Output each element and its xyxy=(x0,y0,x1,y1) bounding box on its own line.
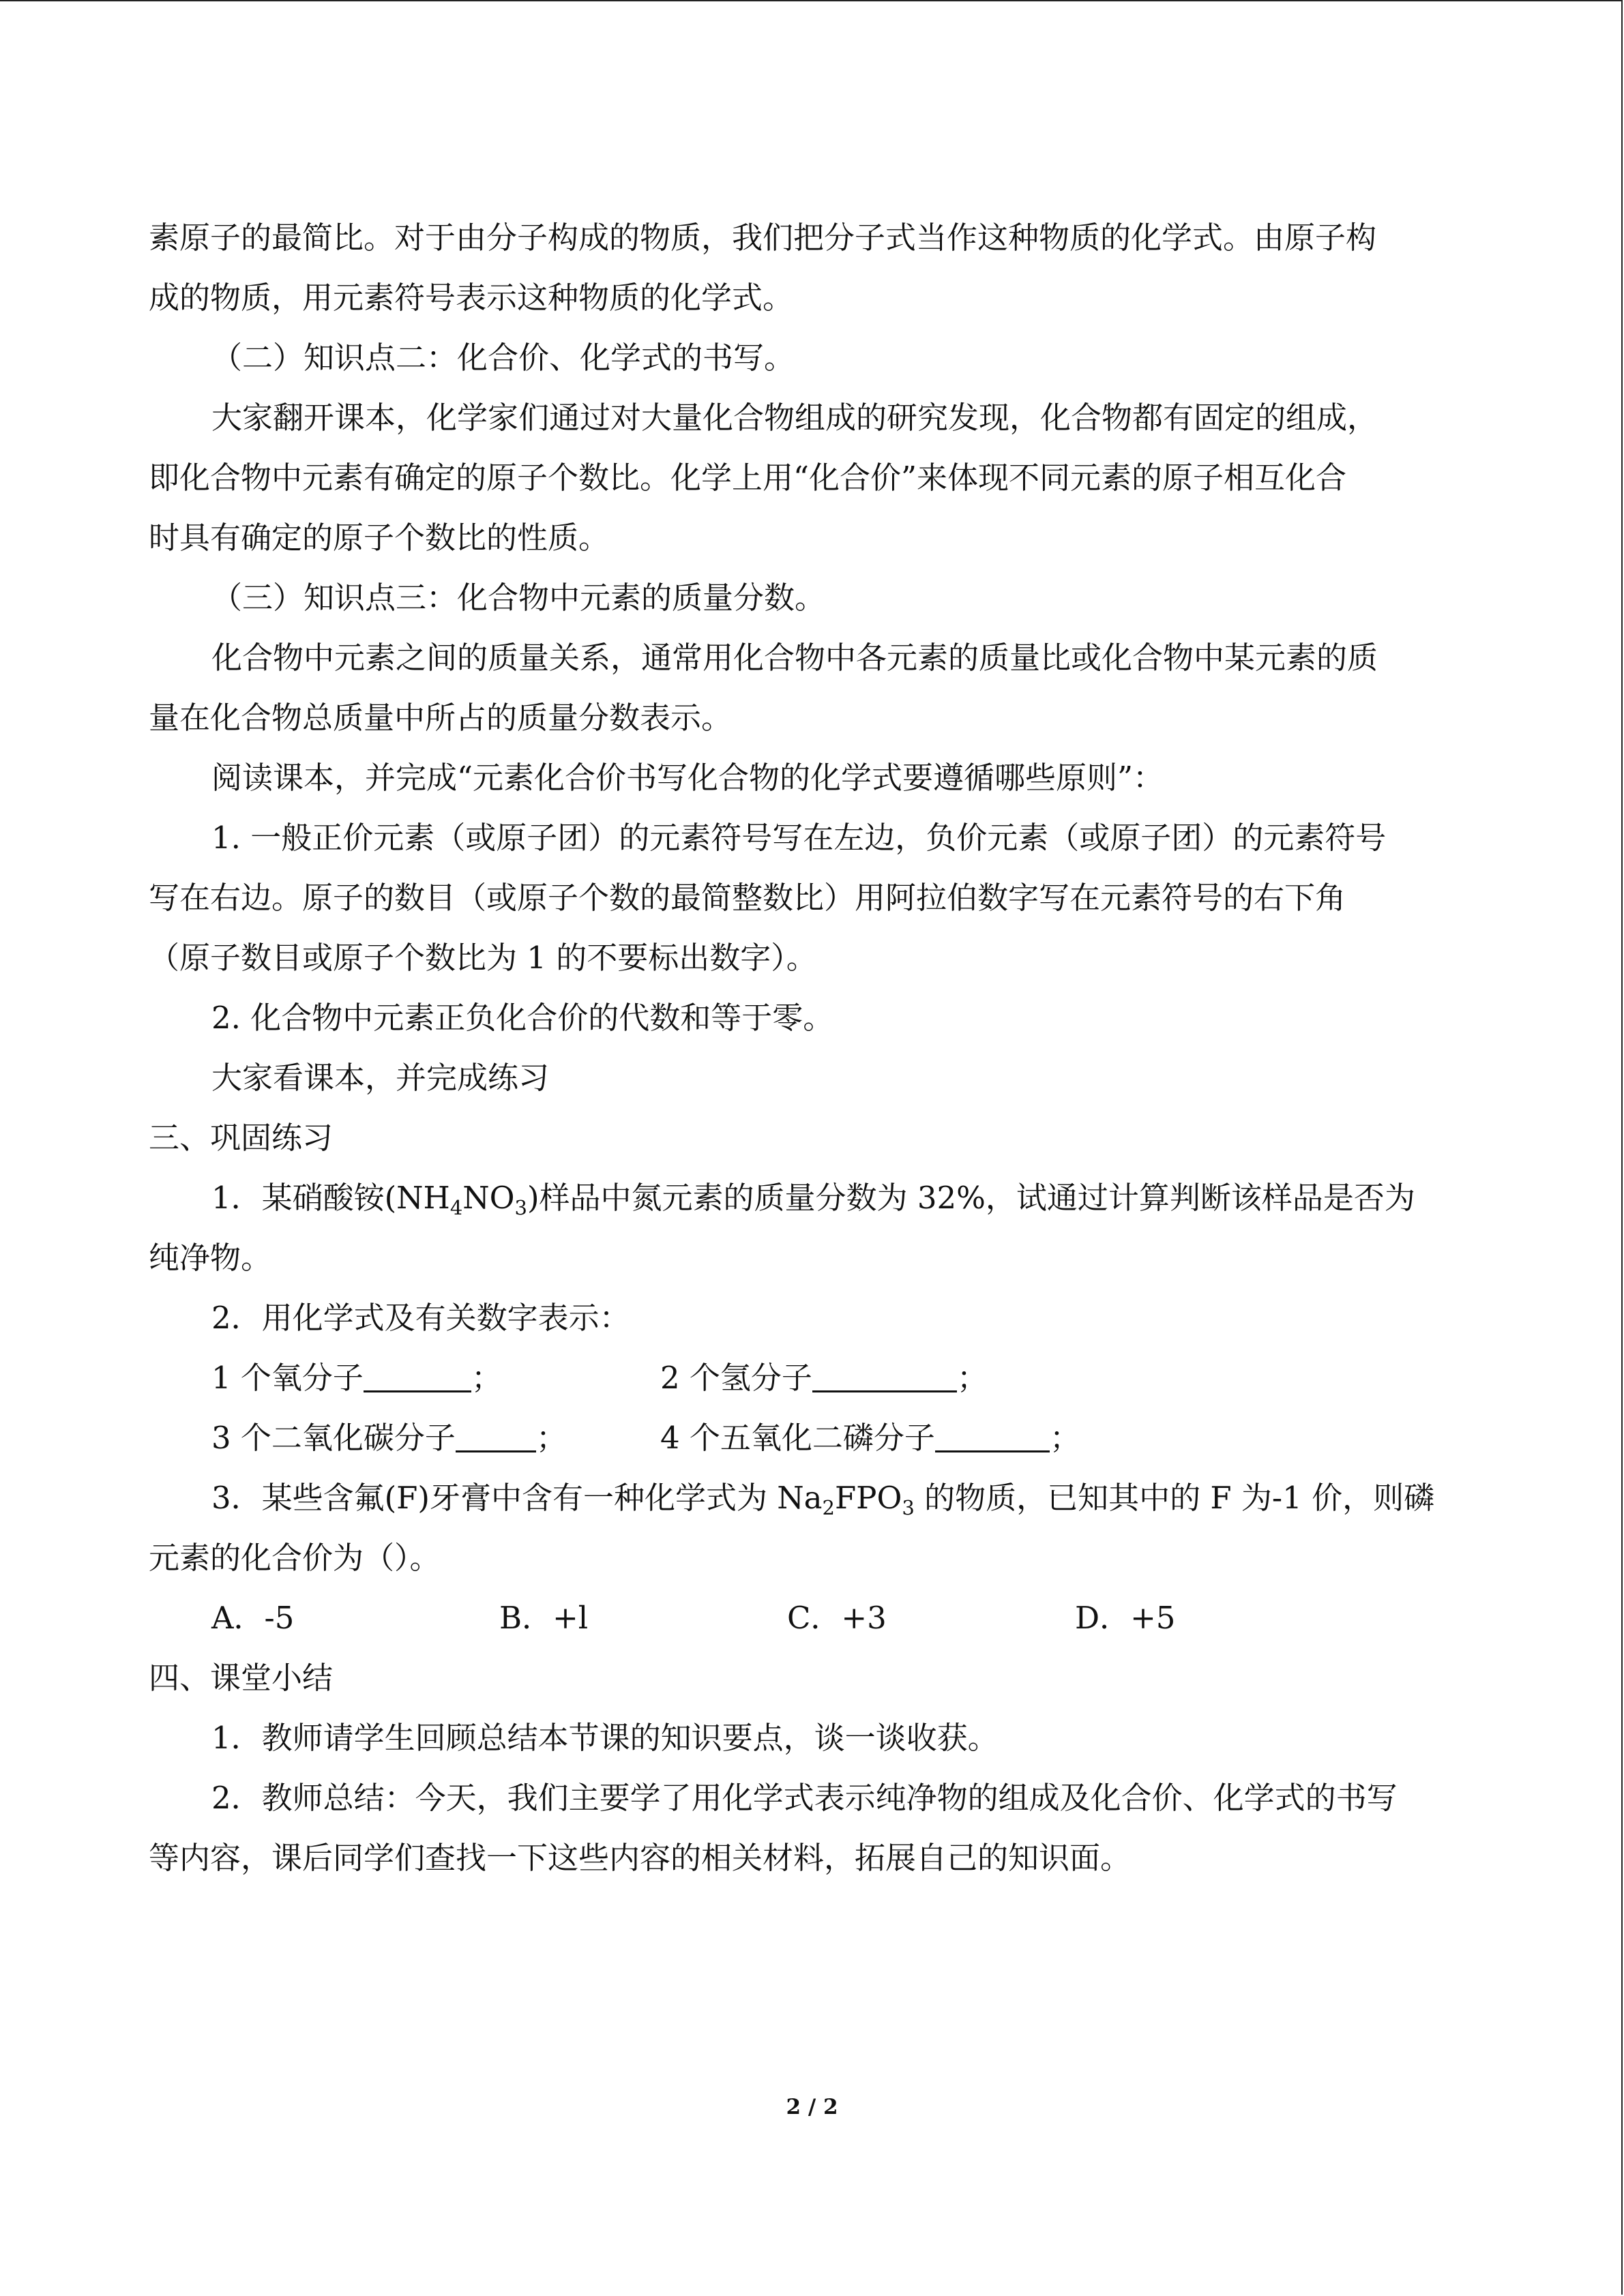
paragraph-line: 2. 化合物中元素正负化合价的代数和等于零。 xyxy=(211,1000,834,1036)
paragraph-line: 成的物质，用元素符号表示这种物质的化学式。 xyxy=(149,280,794,316)
answer-blank[interactable] xyxy=(456,1423,536,1452)
paragraph-line: （原子数目或原子个数比为 1 的不要标出数字）。 xyxy=(149,940,817,976)
subsection-heading: （三）知识点三：化合物中元素的质量分数。 xyxy=(211,580,826,616)
exercise-question-3 xyxy=(149,1468,1458,1528)
document-body xyxy=(149,208,1458,1888)
paragraph-line: 大家翻开课本，化学家们通过对大量化合物组成的研究发现，化合物都有固定的组成， xyxy=(211,400,1378,436)
paragraph-line: 大家看课本，并完成练习 xyxy=(211,1060,550,1096)
fill-in-label: 3 个二氧化碳分子 xyxy=(211,1420,456,1456)
paragraph-line: 阅读课本，并完成“元素化合价书写化合物的化学式要遵循哪些原则”： xyxy=(211,760,1164,796)
paragraph-line: 1. 一般正价元素（或原子团）的元素符号写在左边，负价元素（或原子团）的元素符号 xyxy=(211,820,1387,856)
paragraph-line: 元素的化合价为（）。 xyxy=(149,1540,441,1576)
paragraph-line: 等内容，课后同学们查找一下这些内容的相关材料，拓展自己的知识面。 xyxy=(149,1840,1132,1876)
paragraph-line: 时具有确定的原子个数比的性质。 xyxy=(149,520,610,556)
fill-in-item xyxy=(660,1408,1080,1468)
paragraph-line: 量在化合物总质量中所占的质量分数表示。 xyxy=(149,700,733,736)
q3-subscript-a: 2 xyxy=(822,1496,835,1519)
fill-in-label: 1 个氧分子 xyxy=(211,1360,364,1396)
fill-in-end: ； xyxy=(1049,1420,1080,1456)
q1-text-c: )样品中氮元素的质量分数为 32%，试通过计算判断该样品是否为 xyxy=(527,1180,1415,1216)
section-heading: 四、课堂小结 xyxy=(149,1660,334,1696)
fill-in-row xyxy=(149,1348,1458,1408)
fill-in-item xyxy=(211,1348,660,1408)
q3-text-a: 3．某些含氟(F)牙膏中含有一种化学式为 Na xyxy=(211,1480,823,1516)
answer-blank[interactable] xyxy=(364,1363,471,1392)
page-number: 2 / 2 xyxy=(786,2095,838,2119)
paragraph-line: 2．教师总结：今天，我们主要学了用化学式表示纯净物的组成及化合价、化学式的书写 xyxy=(211,1780,1398,1816)
fill-in-row xyxy=(149,1408,1458,1468)
q1-text-a: 1．某硝酸铵(NH xyxy=(211,1180,450,1216)
fill-in-end: ； xyxy=(535,1420,567,1456)
exercise-question-1 xyxy=(149,1168,1458,1228)
fill-in-end: ； xyxy=(471,1360,502,1396)
fill-in-label: 2 个氢分子 xyxy=(660,1360,812,1396)
fill-in-label: 4 个五氧化二磷分子 xyxy=(660,1420,935,1456)
answer-blank[interactable] xyxy=(935,1423,1050,1452)
q1-subscript-b: 3 xyxy=(514,1196,527,1219)
option-a[interactable]: A．-5 xyxy=(211,1600,295,1636)
section-heading: 三、巩固练习 xyxy=(149,1120,334,1156)
option-d[interactable]: D．+5 xyxy=(1075,1600,1176,1636)
option-b[interactable]: B．+l xyxy=(499,1600,589,1636)
option-c[interactable]: C．+3 xyxy=(787,1600,887,1636)
exercise-question-2: 2．用化学式及有关数字表示： xyxy=(211,1300,630,1336)
paragraph-line: 化合物中元素之间的质量关系，通常用化合物中各元素的质量比或化合物中某元素的质 xyxy=(211,640,1378,676)
paragraph-line: 纯净物。 xyxy=(149,1240,272,1276)
paragraph-line: 即化合物中元素有确定的原子个数比。化学上用“化合价”来体现不同元素的原子相互化合 xyxy=(149,460,1347,496)
paragraph-line: 写在右边。原子的数目（或原子个数的最简整数比）用阿拉伯数字写在元素符号的右下角 xyxy=(149,880,1346,916)
answer-blank[interactable] xyxy=(812,1363,957,1392)
q1-subscript-a: 4 xyxy=(449,1196,463,1219)
fill-in-end: ； xyxy=(956,1360,988,1396)
paragraph-line: 素原子的最简比。对于由分子构成的物质，我们把分子式当作这种物质的化学式。由原子构 xyxy=(149,220,1377,256)
fill-in-item xyxy=(660,1348,988,1408)
answer-options xyxy=(149,1588,1458,1648)
q3-subscript-b: 3 xyxy=(902,1496,915,1519)
q3-text-b: FPO xyxy=(834,1480,902,1516)
q3-text-c: 的物质，已知其中的 F 为-1 价，则磷 xyxy=(914,1480,1435,1516)
paragraph-line: 1．教师请学生回顾总结本节课的知识要点，谈一谈收获。 xyxy=(211,1720,999,1756)
subsection-heading: （二）知识点二：化合价、化学式的书写。 xyxy=(211,340,795,376)
q1-text-b: NO xyxy=(462,1180,515,1216)
fill-in-item xyxy=(211,1408,660,1468)
